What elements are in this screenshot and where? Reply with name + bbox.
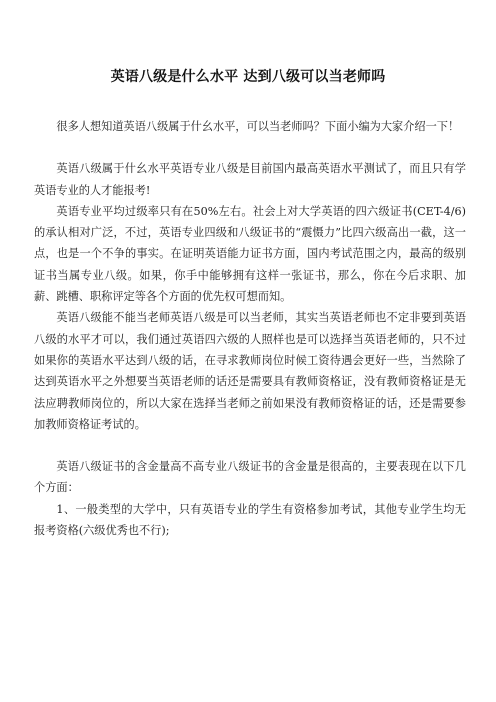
- document-title: 英语八级是什么水平 达到八级可以当老师吗: [110, 69, 386, 85]
- paragraph-level-description: 英语八级属于什幺水平英语专业八级是目前国内最高英语水平测试了，而且只有学英语专业的人才能报考!: [34, 162, 466, 197]
- paragraph-gap: [34, 435, 466, 456]
- document-body: [34, 116, 466, 541]
- paragraph-intro: 很多人想知道英语八级属于什幺水平，可以当老师吗？下面小编为大家介绍一下！: [56, 120, 460, 133]
- paragraph-point-1: 1、一般类型的大学中，只有英语专业的学生有资格参加考试，其他专业学生均无报考资格(六级优秀也不行);: [34, 502, 466, 538]
- paragraph-teacher: 英语八级能不能当老师英语八级是可以当老师，其实当英语老师也不定非要到英语八级的水平才可以，我们通过英语四六级的人照样也是可以选择当英语老师的，只不过如果你的英语水平达到八级的话，在寻求教师岗位时候工资待遇会更好一些，当然除了达到英语水平之外想要当英语老师的话还是需要具有教师资格证，没有教师资格证是无法应聘教师岗位的，所以大家在选择当老师之前如果没有教师资格证的话，还是需要参加教师资格证考试的。: [34, 311, 466, 431]
- paragraph-gap: [34, 137, 466, 158]
- paragraph-certificate-value: 英语八级证书的含金量高不高专业八级证书的含金量是很高的，主要表现在以下几个方面：: [34, 460, 466, 495]
- paragraph-pass-rate: 英语专业平均过级率只有在50%左右。社会上对大学英语的四六级证书(CET-4/6)的承认相对广泛，不过，英语专业四级和八级证书的“震慑力”比四六级高出一截，这一点，也是一个不争的事实。在证明英语能力证书方面，国内考试范围之内，最高的级别证书当属专业八级。如果，你手中能够拥有这样一张证书，那么，你在今后求职、加薪、跳槽、职称评定等各个方面的优先权可想而知。: [34, 204, 466, 304]
